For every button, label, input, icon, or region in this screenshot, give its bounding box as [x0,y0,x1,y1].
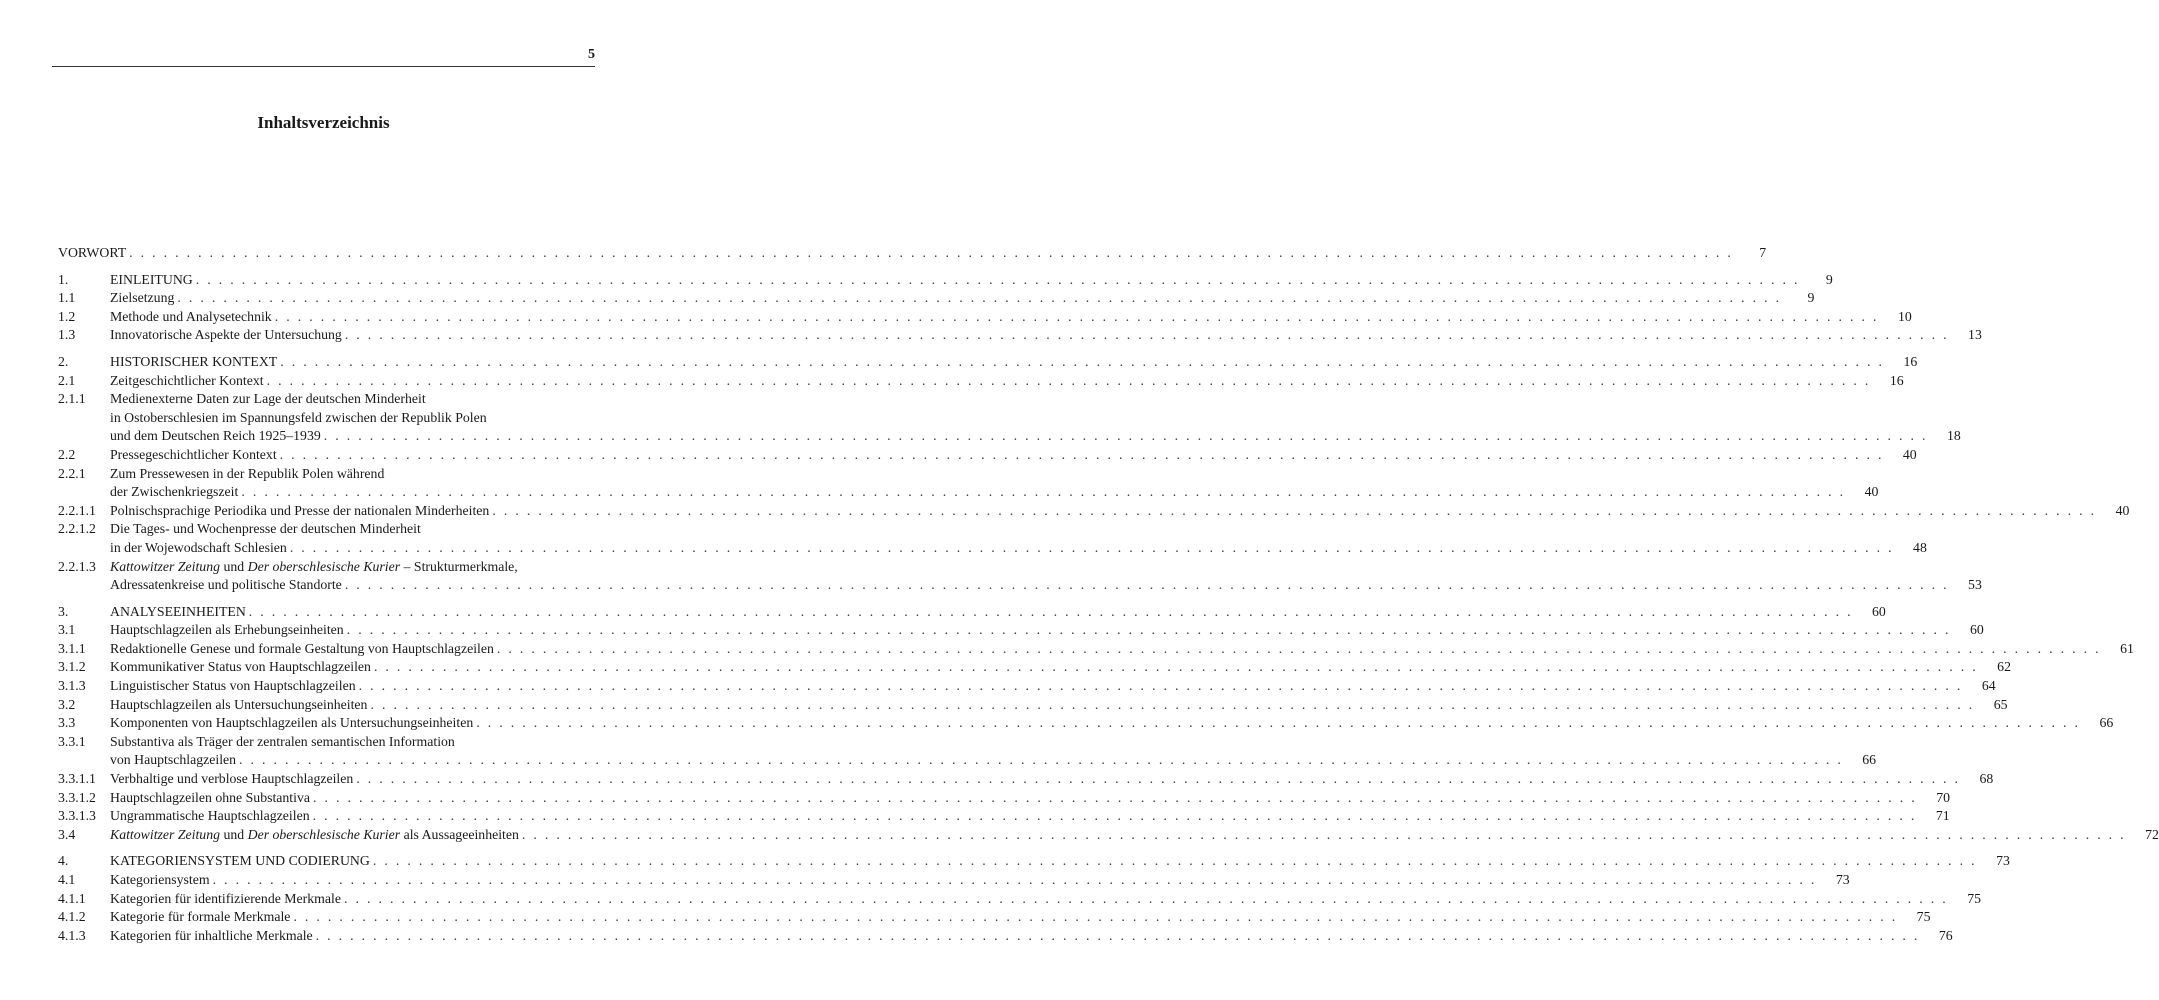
toc-entry [58,677,1996,696]
toc-entry-page: 76 [1938,927,1953,943]
toc-entry-title-line: in Ostoberschlesien im Spannungsfeld zwischen der Republik Polen [110,409,487,425]
toc-entry [58,502,2130,521]
toc-entry-page: 60 [1872,603,1886,619]
toc-entry-page: 73 [1835,872,1850,887]
toc-entry-page: 68 [1979,771,1994,787]
dot-leader: . . . . . . . . . . . . . . . . . . . . . . . . . . . . . . . . . . . . . . . . . . . . . . . . . . . . . . . . . . . . . . . . . . . . . . . . . . . . . . . . . . . . . . . . . . . . . . . . . . . . . . . . . . . . . . . . . . . . . . . . . . . . . . . . . . . . . . . . . . . . [476,715,2081,731]
dot-leader: . . . . . . . . . . . . . . . . . . . . . . . . . . . . . . . . . . . . . . . . . . . . . . . . . . . . . . . . . . . . . . . . . . . . . . . . . . . . . . . . . . . . . . . . . . . . . . . . . . . . . . . . . . . . . . . . . . . . . . . . . . . . . . . . . . . . . . . . . . . . [312,808,1917,824]
dot-leader: . . . . . . . . . . . . . . . . . . . . . . . . . . . . . . . . . . . . . . . . . . . . . . . . . . . . . . . . . . . . . . . . . . . . . . . . . . . . . . . . . . . . . . . . . . . . . . . . . . . . . . . . . . . . . . . . . . . . . . . . . . . . . . . . . . . . . . . . . . . . [344,577,1949,593]
toc-entry-title: Verbhaltige und verblose Hauptschlagzeilen [110,771,354,787]
toc-entry-title: Komponenten von Hauptschlagzeilen als Untersuchungseinheiten [110,715,474,731]
toc-entry [58,696,2008,715]
toc-entry-title: KATEGORIENSYSTEM UND CODIERUNG [110,853,370,869]
toc-entry-page: 16 [1889,372,1904,388]
toc-entry-title: Linguistischer Status von Hauptschlagzeilen [110,678,356,694]
toc-entry-page: 53 [1968,577,1982,593]
toc-entry [58,908,1931,927]
toc-entry-title: Ungrammatische Hauptschlagzeilen [110,808,310,824]
toc-entry-page: 60 [1969,622,1984,638]
toc-entry-title-line: Substantiva als Träger der zentralen semantischen Information [110,733,455,749]
toc-entry-number: 2.2.1.2 [58,521,96,537]
toc-entry-number: 3. [58,603,69,619]
toc-entry-page: 72 [2145,826,2159,842]
toc-entry-title-line: Kattowitzer Zeitung und Der oberschlesische Kurier – Strukturmerkmale, [110,558,518,574]
dot-leader: . . . . . . . . . . . . . . . . . . . . . . . . . . . . . . . . . . . . . . . . . . . . . . . . . . . . . . . . . . . . . . . . . . . . . . . . . . . . . . . . . . . . . . . . . . . . . . . . . . . . . . . . . . . . . . . . . . . . . . . . . . . . . . . . . . . . . . . . . . . . [315,927,1920,943]
dot-leader: . . . . . . . . . . . . . . . . . . . . . . . . . . . . . . . . . . . . . . . . . . . . . . . . . . . . . . . . . . . . . . . . . . . . . . . . . . . . . . . . . . . . . . . . . . . . . . . . . . . . . . . . . . . . . . . . . . . . . . . . . . . . . . . . . . . . . . . . . . . . [280,353,1885,369]
toc-entry-title: Hauptschlagzeilen als Untersuchungseinheiten [110,696,368,712]
toc-entry-number: 3.3.1.1 [58,771,96,787]
toc-entry-title: ANALYSEEINHEITEN [110,603,246,619]
dot-leader: . . . . . . . . . . . . . . . . . . . . . . . . . . . . . . . . . . . . . . . . . . . . . . . . . . . . . . . . . . . . . . . . . . . . . . . . . . . . . . . . . . . . . . . . . . . . . . . . . . . . . . . . . . . . . . . . . . . . . . . . . . . . . . . . . . . . . . . . . . . . [496,640,2101,656]
toc-entry [58,640,2134,659]
toc-entry [58,520,1927,557]
toc-entry-title: EINLEITUNG [110,271,193,287]
toc-entry [58,603,1886,622]
toc-entry [58,308,1912,327]
toc-entry-number: 2.2 [58,446,76,462]
dot-leader: . . . . . . . . . . . . . . . . . . . . . . . . . . . . . . . . . . . . . . . . . . . . . . . . . . . . . . . . . . . . . . . . . . . . . . . . . . . . . . . . . . . . . . . . . . . . . . . . . . . . . . . . . . . . . . . . . . . . . . . . . . . . . . . . . . . . . . . . . . . . [212,872,1817,887]
toc-entry [58,890,1982,909]
toc-entry-page: 75 [1967,890,1982,906]
toc-entry-number: 3.1.1 [58,640,86,656]
toc-entry-page: 16 [1903,353,1918,369]
toc-entry [58,826,2159,845]
toc-entry-title: VORWORT [58,245,127,260]
toc-entry [58,927,1953,946]
toc-entry-page: 66 [1862,752,1877,768]
dot-leader: . . . . . . . . . . . . . . . . . . . . . . . . . . . . . . . . . . . . . . . . . . . . . . . . . . . . . . . . . . . . . . . . . . . . . . . . . . . . . . . . . . . . . . . . . . . . . . . . . . . . . . . . . . . . . . . . . . . . . . . . . . . . . . . . . . . . . . . . . . . . [266,372,1871,388]
dot-leader: . . . . . . . . . . . . . . . . . . . . . . . . . . . . . . . . . . . . . . . . . . . . . . . . . . . . . . . . . . . . . . . . . . . . . . . . . . . . . . . . . . . . . . . . . . . . . . . . . . . . . . . . . . . . . . . . . . . . . . . . . . . . . . . . . . . . . . . . . . . . [344,327,1949,343]
toc-entry-title: Methode und Analysetechnik [110,308,272,324]
dot-leader: . . . . . . . . . . . . . . . . . . . . . . . . . . . . . . . . . . . . . . . . . . . . . . . . . . . . . . . . . . . . . . . . . . . . . . . . . . . . . . . . . . . . . . . . . . . . . . . . . . . . . . . . . . . . . . . . . . . . . . . . . . . . . . . . . . . . . . . . . . . . [239,752,1844,768]
toc-entry-title: Adressatenkreise und politische Standorte [110,577,342,593]
toc-entry-page: 13 [1968,327,1982,343]
toc-entry-number: 3.3.1.3 [58,808,96,824]
toc-entry-title: Kategorien für identifizierende Merkmale [110,890,341,906]
dot-leader: . . . . . . . . . . . . . . . . . . . . . . . . . . . . . . . . . . . . . . . . . . . . . . . . . . . . . . . . . . . . . . . . . . . . . . . . . . . . . . . . . . . . . . . . . . . . . . . . . . . . . . . . . . . . . . . . . . . . . . . . . . . . . . . . . . . . . . . . . . . . [289,539,1894,555]
toc-entry-number: 3.1.2 [58,659,86,675]
toc-entry-title: Zielsetzung [110,290,175,306]
toc-entry-number: 2.2.1.1 [58,502,96,518]
toc-entry [58,390,1961,446]
toc-entry-page: 9 [1825,271,1833,287]
toc-entry-page: 73 [1996,853,2010,869]
toc-entry [58,446,1917,465]
toc-entry-title: Polnischsprachige Periodika und Presse der nationalen Minderheiten [110,502,490,518]
toc-entry-title: Hauptschlagzeilen als Erhebungseinheiten [110,622,344,638]
header-rule [52,66,595,67]
toc-entry-page: 65 [1993,696,2008,712]
toc-entry-title: Innovatorische Aspekte der Untersuchung [110,327,342,343]
toc-entry-number: 3.3.1.2 [58,789,96,805]
dot-leader: . . . . . . . . . . . . . . . . . . . . . . . . . . . . . . . . . . . . . . . . . . . . . . . . . . . . . . . . . . . . . . . . . . . . . . . . . . . . . . . . . . . . . . . . . . . . . . . . . . . . . . . . . . . . . . . . . . . . . . . . . . . . . . . . . . . . . . . . . . . . [241,484,1846,500]
dot-leader: . . . . . . . . . . . . . . . . . . . . . . . . . . . . . . . . . . . . . . . . . . . . . . . . . . . . . . . . . . . . . . . . . . . . . . . . . . . . . . . . . . . . . . . . . . . . . . . . . . . . . . . . . . . . . . . . . . . . . . . . . . . . . . . . . . . . . . . . . . . . [372,853,1977,869]
toc-entry [58,789,1951,808]
toc-entry [58,353,1918,372]
toc-entry-title: von Hauptschlagzeilen [110,752,237,768]
dot-leader: . . . . . . . . . . . . . . . . . . . . . . . . . . . . . . . . . . . . . . . . . . . . . . . . . . . . . . . . . . . . . . . . . . . . . . . . . . . . . . . . . . . . . . . . . . . . . . . . . . . . . . . . . . . . . . . . . . . . . . . . . . . . . . . . . . . . . . . . . . . . [129,245,1734,260]
toc-entry-title: Kategorien für inhaltliche Merkmale [110,927,313,943]
dot-leader: . . . . . . . . . . . . . . . . . . . . . . . . . . . . . . . . . . . . . . . . . . . . . . . . . . . . . . . . . . . . . . . . . . . . . . . . . . . . . . . . . . . . . . . . . . . . . . . . . . . . . . . . . . . . . . . . . . . . . . . . . . . . . . . . . . . . . . . . . . . . [370,696,1975,712]
toc-entry-title: Redaktionelle Genese und formale Gestaltung von Hauptschlagzeilen [110,640,494,656]
toc-entry-title: Kategoriensystem [110,872,210,887]
toc-entry-title: Hauptschlagzeilen ohne Substantiva [110,789,311,805]
toc-entry-page: 7 [1759,245,1767,260]
toc-entry-page: 40 [2115,502,2130,518]
toc-entry-number: 4.1.1 [58,890,86,906]
dot-leader: . . . . . . . . . . . . . . . . . . . . . . . . . . . . . . . . . . . . . . . . . . . . . . . . . . . . . . . . . . . . . . . . . . . . . . . . . . . . . . . . . . . . . . . . . . . . . . . . . . . . . . . . . . . . . . . . . . . . . . . . . . . . . . . . . . . . . . . . . . . . [373,659,1978,675]
toc-entry-number: 4. [58,853,69,869]
toc-entry [58,372,1904,391]
toc-entry [58,807,1950,826]
toc-entry-title: der Zwischenkriegszeit [110,484,239,500]
toc-entry [58,770,1994,789]
toc-entry-number: 3.1 [58,622,76,638]
toc-entry [58,714,2114,733]
toc-entry [58,658,2011,677]
toc-entry-title-line: Die Tages- und Wochenpresse der deutschen Minderheit [110,521,421,537]
dot-leader: . . . . . . . . . . . . . . . . . . . . . . . . . . . . . . . . . . . . . . . . . . . . . . . . . . . . . . . . . . . . . . . . . . . . . . . . . . . . . . . . . . . . . . . . . . . . . . . . . . . . . . . . . . . . . . . . . . . . . . . . . . . . . . . . . . . . . . . . . . . . [248,603,1853,619]
toc-entry-number: 3.3 [58,715,76,731]
toc-entry [58,621,1984,640]
table-of-contents [58,236,2159,945]
toc-entry-page: 70 [1936,789,1951,805]
toc-entry [58,271,1833,290]
toc-entry-page: 62 [1997,659,2011,675]
dot-leader: . . . . . . . . . . . . . . . . . . . . . . . . . . . . . . . . . . . . . . . . . . . . . . . . . . . . . . . . . . . . . . . . . . . . . . . . . . . . . . . . . . . . . . . . . . . . . . . . . . . . . . . . . . . . . . . . . . . . . . . . . . . . . . . . . . . . . . . . . . . . [356,771,1961,787]
toc-entry-number: 4.1.3 [58,927,86,943]
dot-leader: . . . . . . . . . . . . . . . . . . . . . . . . . . . . . . . . . . . . . . . . . . . . . . . . . . . . . . . . . . . . . . . . . . . . . . . . . . . . . . . . . . . . . . . . . . . . . . . . . . . . . . . . . . . . . . . . . . . . . . . . . . . . . . . . . . . . . . . . . . . . [521,826,2126,842]
toc-entry-title: Kommunikativer Status von Hauptschlagzeilen [110,659,371,675]
toc-entry-title: in der Wojewodschaft Schlesien [110,539,287,555]
toc-entry [58,733,1877,770]
dot-leader: . . . . . . . . . . . . . . . . . . . . . . . . . . . . . . . . . . . . . . . . . . . . . . . . . . . . . . . . . . . . . . . . . . . . . . . . . . . . . . . . . . . . . . . . . . . . . . . . . . . . . . . . . . . . . . . . . . . . . . . . . . . . . . . . . . . . . . . . . . . . [323,428,1928,444]
toc-entry-page: 40 [1902,446,1917,462]
toc-entry [58,289,1815,308]
toc-entry-number: 2.2.1.3 [58,558,96,574]
dot-leader: . . . . . . . . . . . . . . . . . . . . . . . . . . . . . . . . . . . . . . . . . . . . . . . . . . . . . . . . . . . . . . . . . . . . . . . . . . . . . . . . . . . . . . . . . . . . . . . . . . . . . . . . . . . . . . . . . . . . . . . . . . . . . . . . . . . . . . . . . . . . [279,446,1884,462]
toc-entry [58,244,1767,263]
toc-entry-page: 18 [1946,428,1961,444]
toc-entry-page: 48 [1913,539,1927,555]
toc-entry [58,871,1850,890]
toc-entry-page: 10 [1897,308,1912,324]
toc-entry-number: 3.2 [58,696,76,712]
toc-entry-page: 64 [1981,678,1996,694]
toc-entry-number: 1.2 [58,308,76,324]
toc-entry [58,558,1982,595]
toc-entry-page: 66 [2099,715,2114,731]
dot-leader: . . . . . . . . . . . . . . . . . . . . . . . . . . . . . . . . . . . . . . . . . . . . . . . . . . . . . . . . . . . . . . . . . . . . . . . . . . . . . . . . . . . . . . . . . . . . . . . . . . . . . . . . . . . . . . . . . . . . . . . . . . . . . . . . . . . . . . . . . . . . [195,271,1800,287]
toc-entry-number: 1.3 [58,327,76,343]
dot-leader: . . . . . . . . . . . . . . . . . . . . . . . . . . . . . . . . . . . . . . . . . . . . . . . . . . . . . . . . . . . . . . . . . . . . . . . . . . . . . . . . . . . . . . . . . . . . . . . . . . . . . . . . . . . . . . . . . . . . . . . . . . . . . . . . . . . . . . . . . . . . [358,678,1963,694]
toc-entry-number: 3.1.3 [58,678,86,694]
toc-entry-number: 1. [58,271,69,287]
toc-entry-title: Kattowitzer Zeitung und Der oberschlesische Kurier als Aussageeinheiten [110,826,519,842]
toc-entry-title-line: Medienexterne Daten zur Lage der deutschen Minderheit [110,391,426,407]
toc-entry-title: HISTORISCHER KONTEXT [110,353,278,369]
toc-entry-page: 9 [1807,290,1815,306]
toc-entry-page: 75 [1916,909,1931,925]
toc-entry-number: 1.1 [58,290,76,306]
page-number: 5 [588,47,595,62]
toc-entry-number: 2. [58,353,69,369]
toc-entry-title: Zeitgeschichtlicher Kontext [110,372,264,388]
toc-entry [58,852,2010,871]
toc-entry-number: 2.1 [58,372,76,388]
toc-entry-number: 2.2.1 [58,465,86,481]
dot-leader: . . . . . . . . . . . . . . . . . . . . . . . . . . . . . . . . . . . . . . . . . . . . . . . . . . . . . . . . . . . . . . . . . . . . . . . . . . . . . . . . . . . . . . . . . . . . . . . . . . . . . . . . . . . . . . . . . . . . . . . . . . . . . . . . . . . . . . . . . . . . [313,789,1918,805]
toc-entry-number: 4.1.2 [58,909,86,925]
dot-leader: . . . . . . . . . . . . . . . . . . . . . . . . . . . . . . . . . . . . . . . . . . . . . . . . . . . . . . . . . . . . . . . . . . . . . . . . . . . . . . . . . . . . . . . . . . . . . . . . . . . . . . . . . . . . . . . . . . . . . . . . . . . . . . . . . . . . . . . . . . . . [492,502,2097,518]
toc-entry-number: 4.1 [58,872,76,887]
toc-entry-page: 71 [1935,808,1950,824]
toc-entry-number: 2.1.1 [58,391,86,407]
toc-entry [58,465,1879,502]
page-title: Inhaltsverzeichnis [257,113,390,132]
dot-leader: . . . . . . . . . . . . . . . . . . . . . . . . . . . . . . . . . . . . . . . . . . . . . . . . . . . . . . . . . . . . . . . . . . . . . . . . . . . . . . . . . . . . . . . . . . . . . . . . . . . . . . . . . . . . . . . . . . . . . . . . . . . . . . . . . . . . . . . . . . . . [274,308,1879,324]
toc-entry-title: Kategorie für formale Merkmale [110,909,291,925]
toc-entry-number: 3.3.1 [58,733,86,749]
toc-entry-title-line: Zum Pressewesen in der Republik Polen während [110,465,385,481]
dot-leader: . . . . . . . . . . . . . . . . . . . . . . . . . . . . . . . . . . . . . . . . . . . . . . . . . . . . . . . . . . . . . . . . . . . . . . . . . . . . . . . . . . . . . . . . . . . . . . . . . . . . . . . . . . . . . . . . . . . . . . . . . . . . . . . . . . . . . . . . . . . . [293,909,1898,925]
toc-entry-number: 3.4 [58,826,76,842]
dot-leader: . . . . . . . . . . . . . . . . . . . . . . . . . . . . . . . . . . . . . . . . . . . . . . . . . . . . . . . . . . . . . . . . . . . . . . . . . . . . . . . . . . . . . . . . . . . . . . . . . . . . . . . . . . . . . . . . . . . . . . . . . . . . . . . . . . . . . . . . . . . . [177,290,1782,306]
toc-entry-page: 61 [2120,640,2134,656]
dot-leader: . . . . . . . . . . . . . . . . . . . . . . . . . . . . . . . . . . . . . . . . . . . . . . . . . . . . . . . . . . . . . . . . . . . . . . . . . . . . . . . . . . . . . . . . . . . . . . . . . . . . . . . . . . . . . . . . . . . . . . . . . . . . . . . . . . . . . . . . . . . . [346,622,1951,638]
dot-leader: . . . . . . . . . . . . . . . . . . . . . . . . . . . . . . . . . . . . . . . . . . . . . . . . . . . . . . . . . . . . . . . . . . . . . . . . . . . . . . . . . . . . . . . . . . . . . . . . . . . . . . . . . . . . . . . . . . . . . . . . . . . . . . . . . . . . . . . . . . . . [344,890,1949,906]
toc-entry-page: 40 [1864,484,1879,500]
toc-entry-title: und dem Deutschen Reich 1925–1939 [110,428,321,444]
toc-entry-title: Pressegeschichtlicher Kontext [110,446,277,462]
toc-entry [58,326,1982,345]
